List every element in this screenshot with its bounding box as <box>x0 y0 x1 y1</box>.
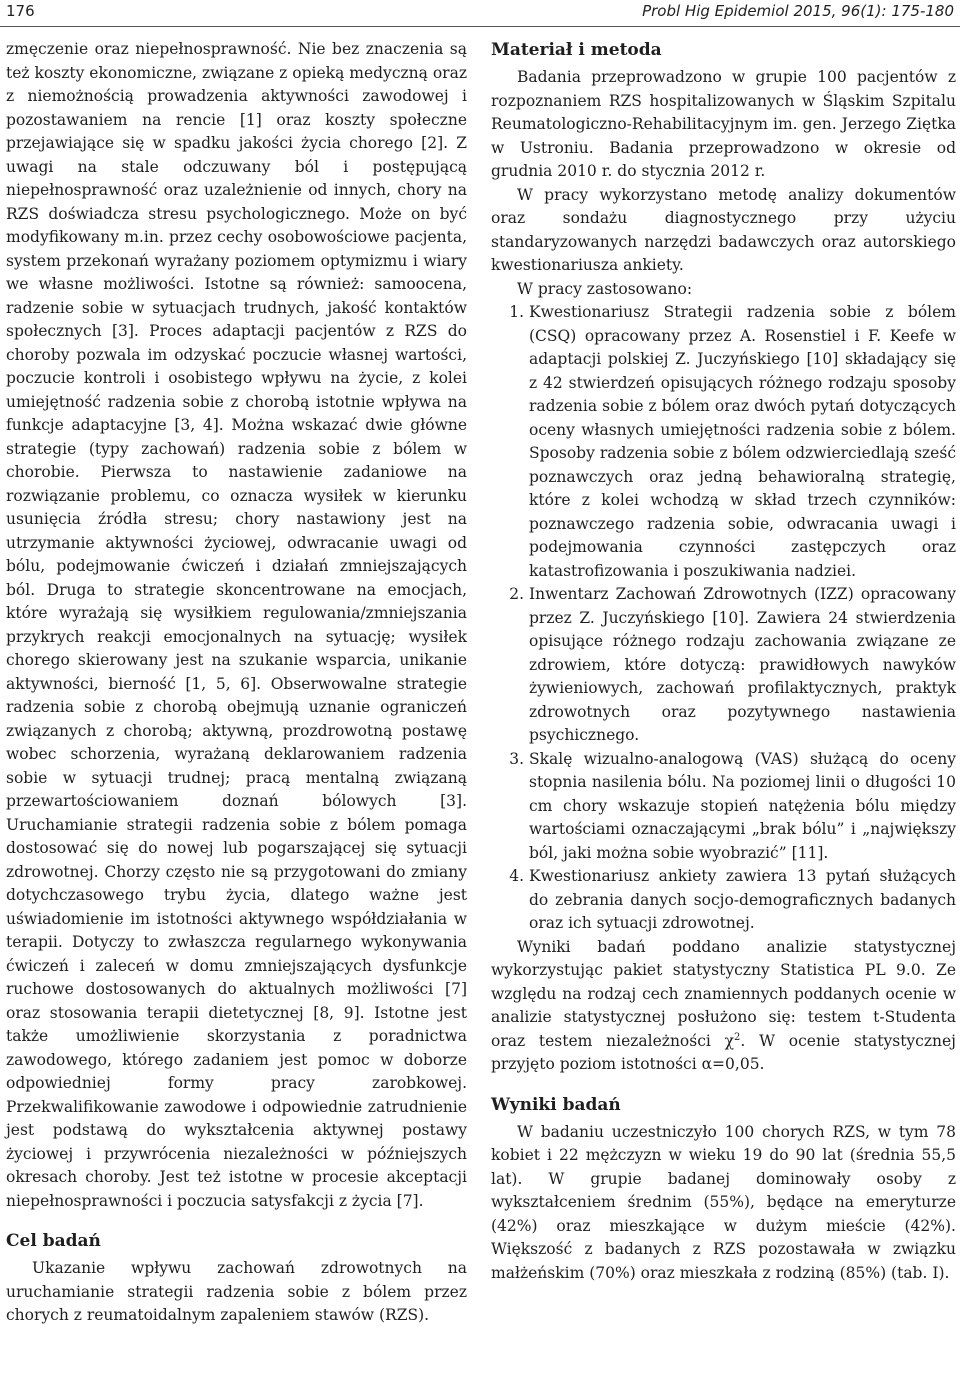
section-heading-wyniki: Wyniki badań <box>491 1094 621 1115</box>
intro-paragraph: zmęczenie oraz niepełnosprawność. Nie bez znaczenia są też koszty ekonomiczne, związane z opieką medyczną oraz z niemożnością prowadzenia aktywności zawodowej i pozostawaniem na rencie [1] oraz koszty społeczne przejawiające się w spadku jakości życia chorego [2]. Z uwagi na stale odczuwany ból i postępującą niepełnosprawność oraz uzależnienie od innych, chory na RZS doświadcza stresu psychologicznego. Może on być modyfikowany m.in. przez cechy osobowościowe pacjenta, system przekonań wyrażany poziomem optymizmu i wiary we własne możliwości. Istotne są również: samoocena, radzenie sobie w sytuacjach trudnych, jakość kontaktów społecznych [3]. Proces adaptacji pacjentów z RZS do choroby pozwala im odzyskać poczucie własnej wartości, poczucie kontroli i osobistego wpływu na życie, z kolei umiejętność radzenia sobie z chorobą istotnie wpływa na funkcje adaptacyjne [3, 4]. Można wskazać dwie główne strategie (typy zachowań) radzenia sobie z bólem w chorobie. Pierwsza to nastawienie zadaniowe na rozwiązanie problemu, co oznacza wysiłek w kierunku usunięcia źródła stresu; chory nastawiony jest na utrzymanie aktywności życiowej, odwracanie uwagi od bólu, podejmowanie ćwiczeń i działań zmniejszających ból. Druga to strategie skoncentrowane na emocjach, które wyrażają się wysiłkiem regulowania/zmniejszania przykrych reakcji emocjonalnych na sytuację; wysiłek chorego skierowany jest na szukanie wsparcia, unikanie aktywności, bierność [1, 5, 6]. Obserwowalne strategie radzenia sobie z chorobą obejmują uznanie ograniczeń związanych z chorobą; aktywną, prozdrowotną postawę wobec schorzenia, wyrażaną deklarowaniem radzenia sobie w sytuacji trudnej; pracą mentalną związaną przewartościowaniem doznań bólowych [3]. Uruchamianie strategii radzenia sobie z bólem pomaga dostosować się do nowej lub pogarszającej się sytuacji zdrowotnej. Chorzy często nie są przygotowani do zmiany dotychczasowego trybu życia, dlatego ważne jest uświadomienie im istotności aktywnego współdziałania w terapii. Dotyczy to zwłaszcza regularnego wykonywania ćwiczeń i zaleceń w domu zmniejszających dysfunkcje ruchowe dostosowanych do aktualnych możliwości [7] oraz stosowania terapii dietetycznej [8, 9]. Istotne jest także umożliwienie skorzystania z poradnictwa zawodowego, którego zadaniem jest pomoc w doborze odpowiedniej formy pracy zarobkowej. Przekwalifikowanie zawodowe i odpowiednie zatrudnienie jest podstawą do wykształcenia aktywnej postawy życiowej i przywrócenia niezależności w późniejszych okresach choroby. Jest też istotne w procesie akceptacji niepełnosprawności i poczucia satysfakcji z życia [7]. <box>6 40 467 1210</box>
methods-list <box>491 301 956 936</box>
methods-list-item: 2. Inwentarz Zachowań Zdrowotnych (IZZ) opracowany przez Z. Juczyńskiego [10]. Zawiera 24 stwierdzenia opisujące różnego rodzaju zachowania związane ze zdrowiem, które dotyczą: prawidłowych nawyków żywieniowych, zachowań profilaktycznych, praktyk zdrowotnych oraz pozytywnego nastawienia psychicznego. <box>529 583 956 748</box>
methods-list-item: 1. Kwestionariusz Strategii radzenia sobie z bólem (CSQ) opracowany przez A. Rosenstiel i F. Keefe w adaptacji polskiej Z. Juczyńskiego [10] składający się z 42 stwierdzeń opisujących różnego rodzaju sposoby radzenia sobie z bólem oraz dwóch pytań dotyczących oceny własnych umiejętności radzenia sobie z bólem. Sposoby radzenia sobie z bólem odzwierciedlają sześć poznawczych oraz jedną behawioralną strategię, które z kolei wchodzą w skład trzech czynników: poznawczego radzenia sobie, odwracania uwagi i podejmowania czynności zastępczych oraz katastrofizowania i poszukiwania nadziei. <box>529 301 956 583</box>
section-heading-cel: Cel badań <box>6 1231 101 1251</box>
cel-paragraph: Ukazanie wpływu zachowań zdrowotnych na uruchamianie strategii radzenia sobie z bólem przez chorych z reumatoidalnym zapaleniem stawów (RZS). <box>6 1259 467 1324</box>
methods-list-item: 3. Skalę wizualno-analogową (VAS) służącą do oceny stopnia nasilenia bólu. Na poziomej linii o długości 10 cm chory wskazuje stopień natężenia bólu między wartościami oznaczającymi „brak bólu” i „największy ból, jaki można sobie wyobrazić” [11]. <box>529 748 956 866</box>
left-column <box>6 38 467 1328</box>
statistics-text-b: . W ocenie statystycznej przyjęto poziom istotności α=0,05. <box>491 1031 956 1073</box>
page-number: 176 <box>6 2 35 20</box>
section-heading-material: Materiał i metoda <box>491 40 662 60</box>
statistics-text-a: Wyniki badań poddano analizie statystycznej wykorzystując pakiet statystyczny Statistica PL 9.0. Ze względu na rodzaj cech znamiennych poddanych ocenie w analizie statystycznej posłużono się: testem t-Studenta oraz testem niezależności χ <box>491 937 956 1050</box>
material-paragraph-1: Badania przeprowadzono w grupie 100 pacjentów z rozpoznaniem RZS hospitalizowanych w Śląskim Szpitalu Reumatologiczno-Rehabilitacyjnym im. gen. Jerzego Ziętka w Ustroniu. Badania przeprowadzono w okresie od grudnia 2010 r. do stycznia 2012 r. <box>491 68 956 180</box>
material-paragraph-2: W pracy wykorzystano metodę analizy dokumentów oraz sondażu diagnostycznego przy użyciu standaryzowanych narzędzi badawczych oraz autorskiego kwestionariusza ankiety. <box>491 185 956 274</box>
statistics-paragraph <box>491 936 956 1077</box>
wyniki-paragraph: W badaniu uczestniczyło 100 chorych RZS, w tym 78 kobiet i 22 mężczyzn w wieku 19 do 90 lat (średnia 55,5 lat). W grupie badanej dominowały osoby z wykształceniem średnim (55%), będące na emeryturze (42%) oraz mieszkające w dużym mieście (42%). Większość z badanych z RZS pozostawała w związku małżeńskim (70%) oraz mieszkała z rodziną (85%) (tab. I). <box>491 1122 956 1282</box>
methods-list-item: 4. Kwestionariusz ankiety zawiera 13 pytań służących do zebrania danych socjo-demograficznych badanych oraz ich sytuacji zdrowotnej. <box>529 865 956 936</box>
right-column <box>491 38 956 1285</box>
journal-citation: Probl Hig Epidemiol 2015, 96(1): 175-180 <box>642 2 954 20</box>
page-header <box>0 0 960 27</box>
material-paragraph-3: W pracy zastosowano: <box>517 279 693 298</box>
chi-square-superscript: 2 <box>734 1031 741 1043</box>
